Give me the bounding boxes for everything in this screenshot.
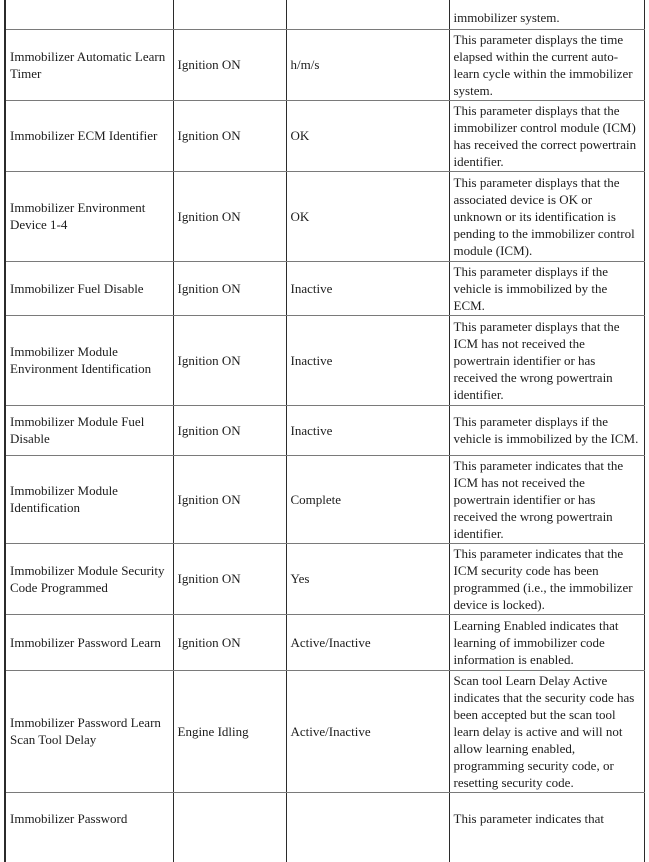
description-cell: This parameter indicates that [449, 792, 644, 862]
parameter-cell: Immobilizer Module Identification [5, 455, 173, 543]
table-row [5, 315, 644, 405]
description-cell: immobilizer system. [449, 0, 644, 29]
value-cell: OK [286, 100, 449, 171]
table-row [5, 455, 644, 543]
table-row-partial-bottom [5, 792, 644, 862]
value-cell: Inactive [286, 261, 449, 315]
table-row [5, 405, 644, 455]
parameter-cell: Immobilizer Module Environment Identification [5, 315, 173, 405]
condition-cell: Ignition ON [173, 405, 286, 455]
table-row [5, 670, 644, 792]
value-cell [286, 792, 449, 862]
immobilizer-parameters-table [4, 0, 645, 862]
table-row [5, 543, 644, 614]
condition-cell: Ignition ON [173, 543, 286, 614]
table-row [5, 100, 644, 171]
condition-cell: Ignition ON [173, 171, 286, 261]
value-cell: Active/Inactive [286, 670, 449, 792]
description-cell: This parameter indicates that the ICM has not received the powertrain identifier or has received the wrong powertrain identifier. [449, 455, 644, 543]
value-cell: Complete [286, 455, 449, 543]
description-cell: Learning Enabled indicates that learning of immobilizer code information is enabled. [449, 614, 644, 670]
parameter-cell [5, 0, 173, 29]
description-cell: This parameter displays the time elapsed within the current auto-learn cycle within the immobilizer system. [449, 29, 644, 100]
description-cell: Scan tool Learn Delay Active indicates that the security code has been accepted but the scan tool learn delay is active and will not allow learning enabled, programming security code, or resetting security code. [449, 670, 644, 792]
value-cell: Yes [286, 543, 449, 614]
condition-cell: Ignition ON [173, 455, 286, 543]
condition-cell [173, 792, 286, 862]
description-cell: This parameter displays if the vehicle is immobilized by the ICM. [449, 405, 644, 455]
table-row-partial-top [5, 0, 644, 29]
description-cell: This parameter displays if the vehicle is immobilized by the ECM. [449, 261, 644, 315]
value-cell [286, 0, 449, 29]
condition-cell [173, 0, 286, 29]
parameter-cell: Immobilizer Automatic Learn Timer [5, 29, 173, 100]
parameter-cell: Immobilizer Password Learn [5, 614, 173, 670]
value-cell: Inactive [286, 315, 449, 405]
condition-cell: Ignition ON [173, 100, 286, 171]
table-row [5, 614, 644, 670]
parameter-cell: Immobilizer ECM Identifier [5, 100, 173, 171]
condition-cell: Ignition ON [173, 261, 286, 315]
condition-cell: Ignition ON [173, 614, 286, 670]
table-row [5, 29, 644, 100]
table-row [5, 261, 644, 315]
condition-cell: Ignition ON [173, 29, 286, 100]
description-cell: This parameter indicates that the ICM security code has been programmed (i.e., the immobilizer device is locked). [449, 543, 644, 614]
description-cell: This parameter displays that the immobilizer control module (ICM) has received the correct powertrain identifier. [449, 100, 644, 171]
description-cell: This parameter displays that the ICM has not received the powertrain identifier or has received the wrong powertrain identifier. [449, 315, 644, 405]
description-cell: This parameter displays that the associated device is OK or unknown or its identification is pending to the immobilizer control module (ICM). [449, 171, 644, 261]
value-cell: Active/Inactive [286, 614, 449, 670]
parameter-cell: Immobilizer Password [5, 792, 173, 862]
value-cell: OK [286, 171, 449, 261]
table-row [5, 171, 644, 261]
parameter-cell: Immobilizer Environment Device 1-4 [5, 171, 173, 261]
parameter-cell: Immobilizer Module Security Code Programmed [5, 543, 173, 614]
condition-cell: Ignition ON [173, 315, 286, 405]
parameter-cell: Immobilizer Module Fuel Disable [5, 405, 173, 455]
condition-cell: Engine Idling [173, 670, 286, 792]
value-cell: Inactive [286, 405, 449, 455]
parameter-cell: Immobilizer Password Learn Scan Tool Delay [5, 670, 173, 792]
value-cell: h/m/s [286, 29, 449, 100]
parameter-cell: Immobilizer Fuel Disable [5, 261, 173, 315]
